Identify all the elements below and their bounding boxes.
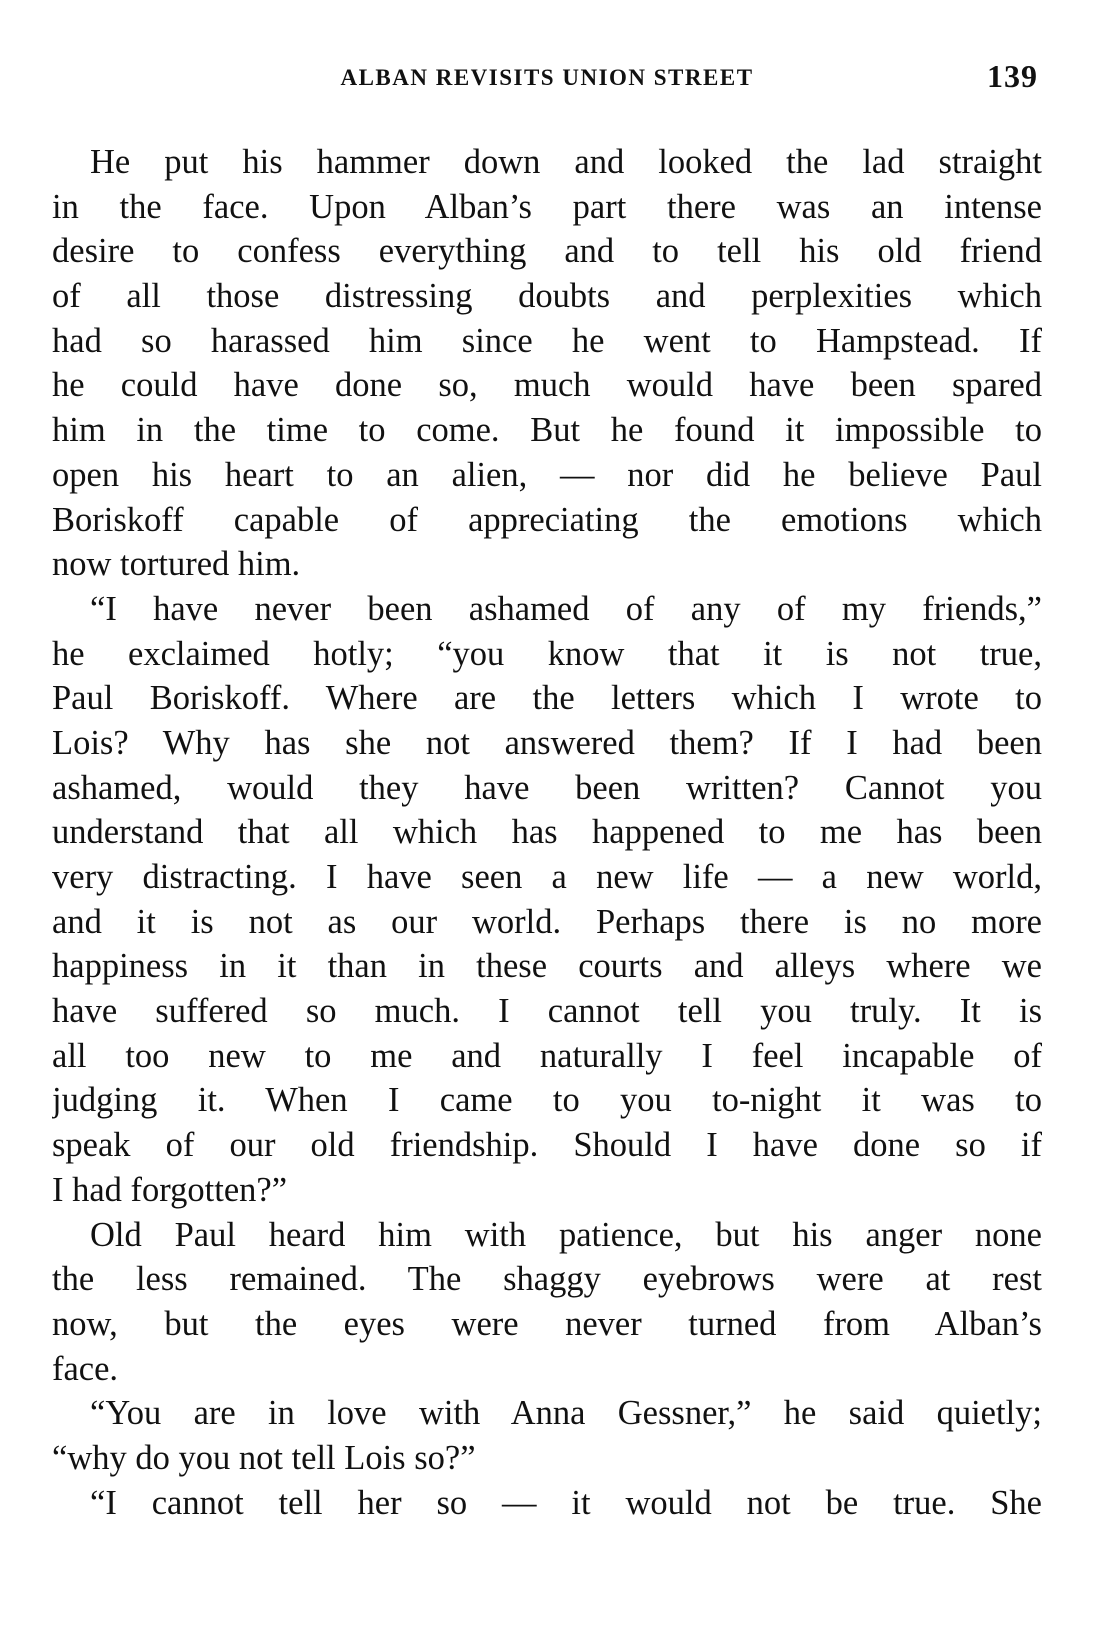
- text-line: judging it. When I came to you to-night it was to: [52, 1081, 1042, 1120]
- text-line: He put his hammer down and looked the lad straight: [90, 143, 1042, 181]
- text-line: happiness in it than in these courts and alleys where we: [52, 947, 1042, 986]
- text-line: I had forgotten?”: [52, 1170, 288, 1209]
- text-line: he exclaimed hotly; “you know that it is not true,: [52, 634, 1042, 673]
- text-line: Boriskoff capable of appreciating the emotions which: [52, 500, 1042, 539]
- page-number: 139: [987, 58, 1038, 94]
- text-line: Old Paul heard him with patience, but his anger none: [90, 1215, 1042, 1254]
- text-line: had so harassed him since he went to Hampstead. If: [52, 321, 1042, 360]
- running-head: [52, 58, 1042, 98]
- text-line: “why do you not tell Lois so?”: [52, 1438, 476, 1477]
- text-line: “I have never been ashamed of any of my friends,”: [90, 589, 1042, 628]
- text-line: desire to confess everything and to tell his old friend: [52, 232, 1042, 271]
- paragraph: [52, 1213, 1042, 1392]
- text-line: ashamed, would they have been written? Cannot you: [52, 768, 1042, 807]
- running-title: ALBAN REVISITS UNION STREET: [340, 65, 754, 90]
- text-line: speak of our old friendship. Should I have done so if: [52, 1126, 1042, 1165]
- text-line: open his heart to an alien, — nor did he believe Paul: [52, 455, 1042, 494]
- text-line: him in the time to come. But he found it impossible to: [52, 411, 1042, 450]
- text-line: in the face. Upon Alban’s part there was an intense: [52, 187, 1042, 226]
- text-line: face.: [52, 1349, 119, 1388]
- text-line: Paul Boriskoff. Where are the letters which I wrote to: [52, 679, 1042, 718]
- text-line: understand that all which has happened to me has been: [52, 813, 1042, 852]
- paragraph: [52, 587, 1042, 1213]
- paragraph: [52, 1391, 1042, 1480]
- body-text: [52, 140, 1042, 1525]
- text-line: of all those distressing doubts and perplexities which: [52, 277, 1042, 316]
- text-line: have suffered so much. I cannot tell you truly. It is: [52, 992, 1042, 1031]
- paragraph: [52, 140, 1042, 587]
- text-line: he could have done so, much would have been spared: [52, 366, 1042, 405]
- text-line: now tortured him.: [52, 545, 301, 584]
- text-line: very distracting. I have seen a new life — a new world,: [52, 858, 1042, 896]
- text-line: the less remained. The shaggy eyebrows were at rest: [52, 1260, 1042, 1299]
- text-line: “I cannot tell her so — it would not be true. She: [90, 1483, 1042, 1522]
- text-line: now, but the eyes were never turned from Alban’s: [52, 1304, 1042, 1343]
- text-line: Lois? Why has she not answered them? If I had been: [52, 723, 1042, 762]
- text-line: all too new to me and naturally I feel incapable of: [52, 1036, 1042, 1075]
- text-line: “You are in love with Anna Gessner,” he said quietly;: [90, 1394, 1042, 1433]
- paragraph: [52, 1481, 1042, 1526]
- text-line: and it is not as our world. Perhaps there is no more: [52, 902, 1042, 941]
